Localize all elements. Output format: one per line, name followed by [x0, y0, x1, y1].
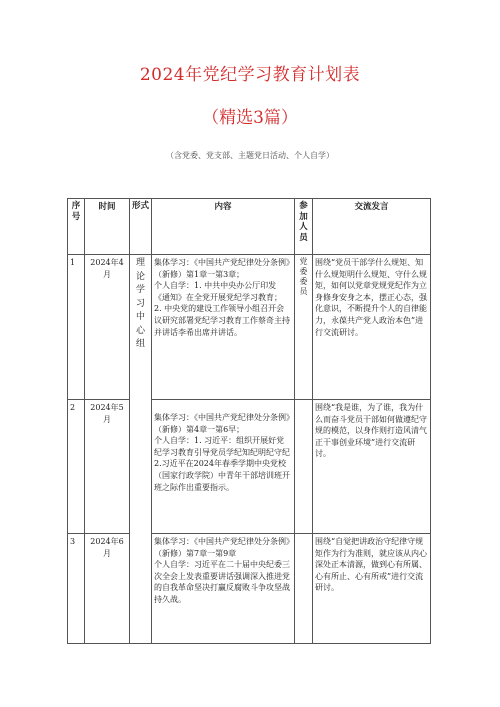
row-content [152, 534, 295, 644]
document-title: 2024年党纪学习教育计划表 [139, 65, 361, 85]
row-number: 1 [68, 255, 85, 400]
row-number: 3 [68, 534, 85, 644]
table-header-row [68, 199, 431, 255]
row-time: 2024年6月 [85, 534, 130, 644]
document-note: （含党委、党支部、主题党日活动、个人自学） [166, 151, 334, 160]
header-exchange: 交流发言 [313, 199, 431, 255]
content-line: 个人自学：1. 习近平：组织开展好党纪学习教育引导党员学纪知纪明纪守纪 [154, 436, 290, 457]
row-exchange: 围绕“自觉把讲政治守纪律守规矩作为行为准则，就应该从内心深处正本清源，做到心有所属、心有所止、心有所戒”进行交流研讨。 [313, 534, 431, 644]
table-row [68, 400, 431, 534]
row-number: 2 [68, 400, 85, 534]
content-line: 集体学习：《中国共产党纪律处分条例》（新修）第4章一第6早； [154, 413, 290, 434]
table-row [68, 255, 431, 400]
header-form: 形式 [130, 199, 152, 255]
row-time: 2024年5月 [85, 400, 130, 534]
document-subtitle: （精选3篇） [202, 108, 298, 128]
row-time: 2024年4月 [85, 255, 130, 400]
table-row [68, 534, 431, 644]
header-content: 内容 [152, 199, 295, 255]
content-line: 个人自学：习近平在二十届中央纪委三次全会上发表重要讲话强调深入推进党的自我革命坚决打赢反腐败斗争攻坚战持久战。 [154, 560, 290, 604]
content-line: 集体学习：《中国共产党纪律处分条例》（新修）第1章一第3章； [154, 258, 290, 279]
row-exchange: 围绕“党员干部学什么规矩、知什么规矩明什么规矩、守什么规矩，如何以党章党规党纪作为立身修身安身之本，摆正心态，强化意识，不断提升个人的自律能力，永葆共产党人政治本色”进行交流研讨。 [313, 255, 431, 400]
header-participants: 参加人员 [295, 199, 313, 255]
row-content [152, 255, 295, 400]
participants-blank [295, 534, 313, 644]
row-content [152, 400, 295, 534]
header-time: 时间 [85, 199, 130, 255]
content-line: 个人自学：1. 中共中央办公厅印发《通知》在全党开展党纪学习教育； [154, 281, 282, 302]
content-line: 集体学习：《中国共产党纪律处分条例》（新修）第7章一第9章 [154, 537, 290, 558]
participants-cell: 党委委员 [295, 255, 313, 400]
participants-blank [295, 400, 313, 534]
content-line: 2.习近平在2024年春季学期中央党校（国家行政学院）中青年干部培训班开班之际作出重要指示。 [154, 459, 290, 492]
row-exchange: 围绕“我是谁，为了谁，我为什么而奋斗党员干部如何做遵纪守规的模范，以身作则打造风清气正干事创业环境”进行交流研讨。 [313, 400, 431, 534]
form-cell: 理论学习中心组 [130, 255, 152, 644]
study-plan-table [67, 198, 431, 644]
content-line: 2. 中央党的建设工作领导小组召开会议研究部署党纪学习教育工作蔡奇主持并讲话李希出席并讲话。 [154, 304, 290, 337]
header-number: 序号 [68, 199, 85, 255]
